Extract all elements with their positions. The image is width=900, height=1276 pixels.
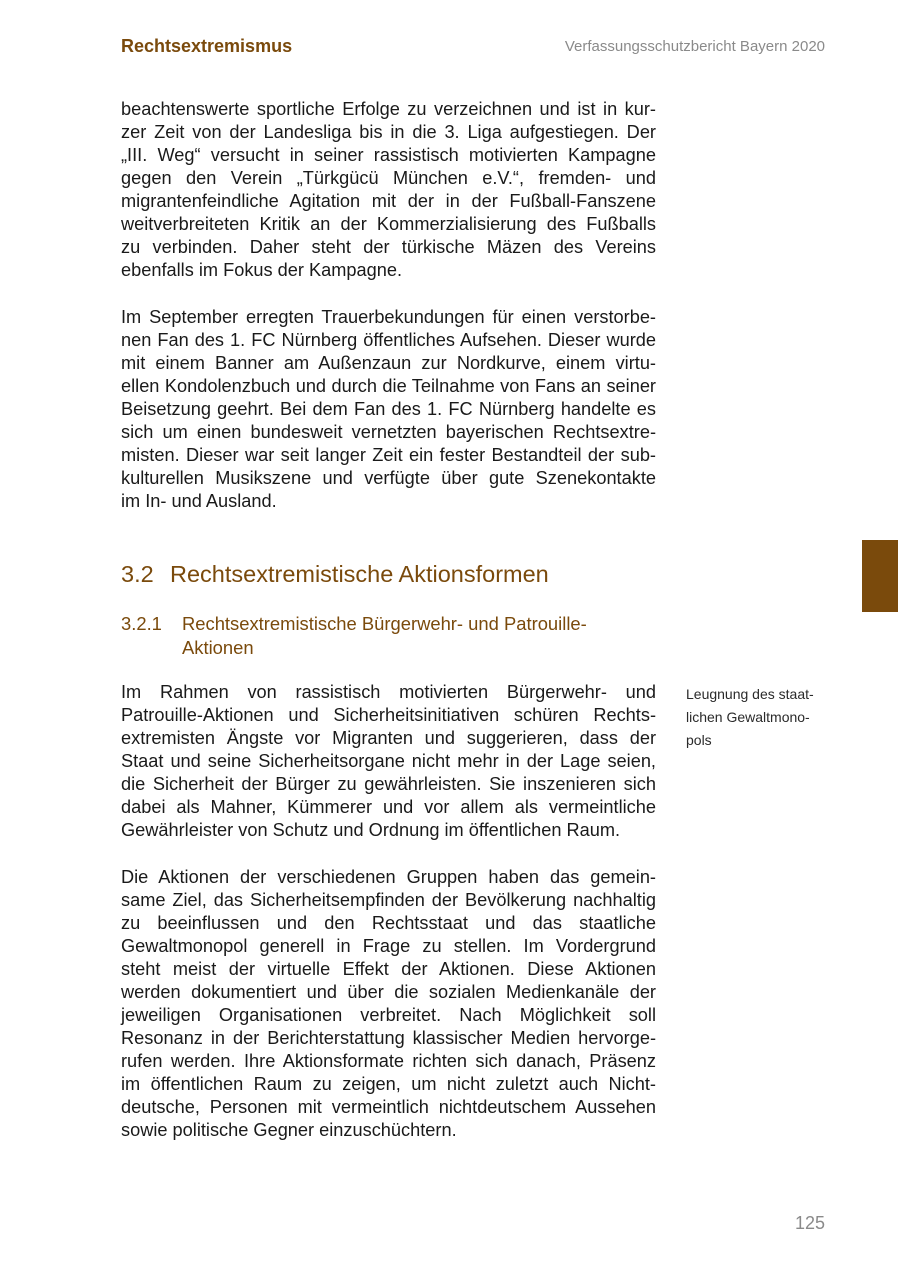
text-line: nen Fan des 1. FC Nürnberg öffentliches Aufsehen. Dieser wurde bbox=[121, 330, 656, 350]
text-line: weitverbreiteten Kritik an der Kommerzialisierung des Fußballs bbox=[121, 214, 656, 234]
subsection-title: Rechtsextremistische Bürgerwehr- und Patrouille-Aktionen bbox=[182, 613, 587, 658]
running-header-publication: Verfassungsschutzbericht Bayern 2020 bbox=[564, 38, 825, 55]
text-line: mit einem Banner am Außenzaun zur Nordkurve, einem virtu- bbox=[121, 353, 656, 373]
text-line: ellen Kondolenzbuch und durch die Teilnahme von Fans an seiner bbox=[121, 376, 656, 396]
text-line: Resonanz in der Berichterstattung klassischer Medien hervorge- bbox=[121, 1028, 656, 1048]
paragraph-2 bbox=[121, 306, 656, 513]
text-line: zu verbinden. Daher steht der türkische Mäzen des Vereins bbox=[121, 237, 656, 257]
text-line: lichen Gewaltmono- bbox=[686, 709, 810, 725]
page-number: 125 bbox=[794, 1213, 825, 1233]
text-line: migrantenfeindliche Agitation mit der in der Fußball-Fanszene bbox=[121, 191, 656, 211]
text-line: beachtenswerte sportliche Erfolge zu verzeichnen und ist in kur- bbox=[121, 99, 656, 119]
text-line: same Ziel, das Sicherheitsempfinden der Bevölkerung nachhaltig bbox=[121, 890, 656, 910]
paragraph-1 bbox=[121, 98, 656, 282]
text-line: deutsche, Personen mit vermeintlich nichtdeutschem Aussehen bbox=[121, 1097, 656, 1117]
text-line: steht meist der virtuelle Effekt der Aktionen. Diese Aktionen bbox=[121, 959, 656, 979]
text-line: pols bbox=[686, 732, 712, 748]
section-number: 3.2 bbox=[121, 561, 154, 587]
text-line: Gewährleister von Schutz und Ordnung im öffentlichen Raum. bbox=[121, 820, 621, 840]
text-line: im öffentlichen Raum zu zeigen, um nicht zuletzt auch Nicht- bbox=[121, 1074, 656, 1094]
section-heading bbox=[121, 561, 549, 588]
text-line: ebenfalls im Fokus der Kampagne. bbox=[121, 260, 403, 280]
paragraph-4 bbox=[121, 866, 656, 1142]
text-line: misten. Dieser war seit langer Zeit ein fester Bestandteil der sub- bbox=[121, 445, 656, 465]
text-line: „III. Weg“ versucht in seiner rassistisch motivierten Kampagne bbox=[121, 145, 656, 165]
running-header-chapter: Rechtsextremismus bbox=[121, 36, 293, 56]
text-line: dabei als Mahner, Kümmerer und vor allem als vermeintliche bbox=[121, 797, 656, 817]
text-line: Staat und seine Sicherheitsorgane nicht mehr in der Lage seien, bbox=[121, 751, 656, 771]
subsection-heading bbox=[121, 612, 642, 660]
text-line: Im Rahmen von rassistisch motivierten Bürgerwehr- und bbox=[121, 682, 656, 702]
text-line: gegen den Verein „Türkgücü München e.V.“, fremden- und bbox=[121, 168, 656, 188]
text-line: die Sicherheit der Bürger zu gewährleisten. Sie inszenieren sich bbox=[121, 774, 656, 794]
text-line: jeweiligen Organisationen verbreitet. Nach Möglichkeit soll bbox=[121, 1005, 656, 1025]
text-line: rufen werden. Ihre Aktionsformate richten sich danach, Präsenz bbox=[121, 1051, 656, 1071]
text-line: Beisetzung geehrt. Bei dem Fan des 1. FC Nürnberg handelte es bbox=[121, 399, 656, 419]
subsection-number: 3.2.1 bbox=[121, 613, 162, 634]
margin-note bbox=[686, 683, 836, 752]
chapter-tab-marker bbox=[862, 540, 898, 612]
text-line: werden dokumentiert und über die sozialen Medienkanäle der bbox=[121, 982, 656, 1002]
text-line: extremisten Ängste vor Migranten und suggerieren, dass der bbox=[121, 728, 656, 748]
text-line: sowie politische Gegner einzuschüchtern. bbox=[121, 1120, 457, 1140]
text-line: Die Aktionen der verschiedenen Gruppen haben das gemein- bbox=[121, 867, 656, 887]
text-line: kulturellen Musikszene und verfügte über gute Szenekontakte bbox=[121, 468, 656, 488]
text-line: Patrouille-Aktionen und Sicherheitsinitiativen schüren Rechts- bbox=[121, 705, 656, 725]
text-line: im In- und Ausland. bbox=[121, 491, 277, 511]
text-line: zer Zeit von der Landesliga bis in die 3. Liga aufgestiegen. Der bbox=[121, 122, 656, 142]
text-line: Im September erregten Trauerbekundungen für einen verstorbe- bbox=[121, 307, 656, 327]
text-line: sich um einen bundesweit vernetzten bayerischen Rechtsextre- bbox=[121, 422, 656, 442]
text-line: Leugnung des staat- bbox=[686, 686, 814, 702]
paragraph-3 bbox=[121, 681, 656, 842]
section-title: Rechtsextremistische Aktionsformen bbox=[170, 561, 549, 587]
text-line: Gewaltmonopol generell in Frage zu stellen. Im Vordergrund bbox=[121, 936, 656, 956]
text-line: zu beeinflussen und den Rechtsstaat und das staatliche bbox=[121, 913, 656, 933]
